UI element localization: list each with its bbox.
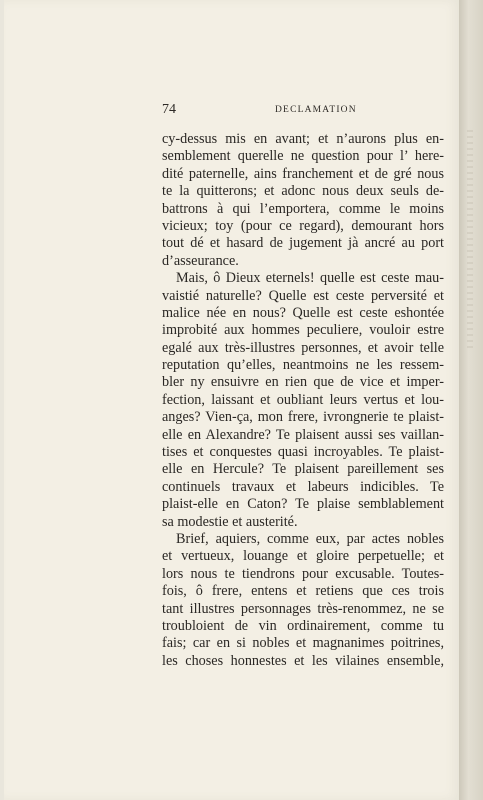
text-line: te la quitterons; et adonc nous deux seuls de-: [162, 183, 444, 200]
text-line: Mais, ô Dieux eternels! quelle est ceste mau-: [176, 270, 444, 287]
running-head: DECLAMATION: [275, 105, 357, 115]
text-line: bler ny ensuivre en rien que de vice et imper-: [162, 374, 444, 391]
show-through-texture: [467, 130, 473, 350]
text-line: fois, ô frere, entens et retiens que ces trois: [162, 583, 444, 600]
text-line: fais; car en si nobles et magnanimes poitrines,: [162, 635, 444, 652]
text-line: tant illustres personnages très-renommez, ne se: [162, 600, 444, 617]
text-line: anges? Vien-ça, mon frere, ivrongnerie te plaist-: [162, 409, 444, 426]
text-line: tises et conquestes quasi incroyables. Te plaist-: [162, 444, 444, 461]
text-line: tout dé et hasard de jugement jà ancré au port: [162, 235, 444, 252]
body-text: [162, 131, 444, 670]
text-line: plaist-elle en Caton? Te plaise semblablement: [162, 496, 444, 513]
text-line: sa modestie et austerité.: [162, 513, 298, 530]
text-line: vaistié naturelle? Quelle est ceste perversité et: [162, 287, 444, 304]
text-line: elle en Hercule? Te plaisent pareillement ses: [162, 461, 444, 478]
page-number: 74: [162, 102, 176, 117]
text-line: continuels travaux et labeurs indicibles. Te: [162, 478, 444, 495]
page-header: [162, 102, 444, 118]
text-line: et vertueux, louange et gloire perpetuelle; et: [162, 548, 444, 565]
text-line: elle en Alexandre? Te plaisent aussi ses vaillan-: [162, 426, 444, 443]
text-line: egalé aux très-illustres personnes, et avoir telle: [162, 339, 444, 356]
page-gutter: [459, 0, 483, 800]
text-line: dité paternelle, ains franchement et de gré nous: [162, 165, 444, 182]
text-line: cy-dessus mis en avant; et n’aurons plus en-: [162, 131, 444, 147]
text-line: vicieux; toy (pour ce regard), demourant hors: [162, 217, 444, 234]
text-line: fection, laissant et oubliant leurs vertus et lou-: [162, 391, 444, 408]
text-line: reputation qu’elles, neantmoins ne les ressem-: [162, 357, 444, 374]
text-line: Brief, aquiers, comme eux, par actes nobles: [176, 530, 444, 547]
text-line: battrons à qui l’emportera, comme le moins: [162, 200, 444, 217]
book-page: [4, 0, 460, 800]
text-line: d’asseurance.: [162, 252, 239, 269]
text-line: malice née en nous? Quelle est ceste eshontée: [162, 304, 444, 321]
text-line: les choses honnestes et les vilaines ensemble,: [162, 652, 444, 669]
text-line: troubloient de vin ordinairement, comme tu: [162, 617, 444, 634]
text-line: semblement querelle ne question pour l’ here-: [162, 148, 444, 165]
text-line: lors nous te tiendrons pour excusable. Toutes-: [162, 565, 444, 582]
text-line: improbité aux hommes peculiere, vouloir estre: [162, 322, 444, 339]
